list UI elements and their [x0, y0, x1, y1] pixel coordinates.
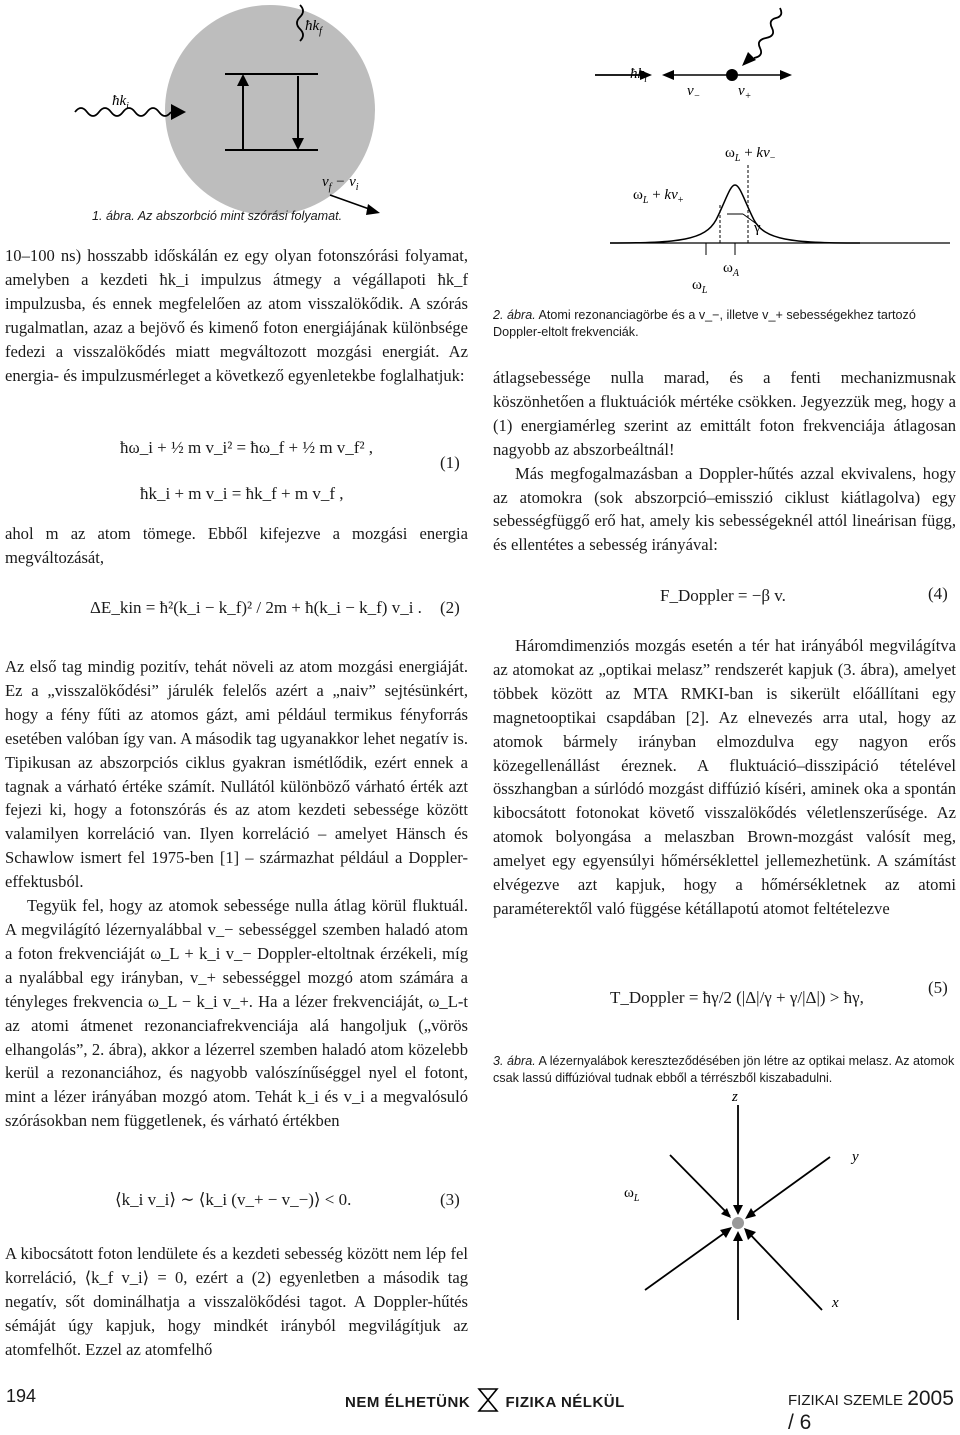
molasses-center [732, 1217, 744, 1229]
fig3-label-y: y [852, 1149, 859, 1165]
beam-y-left-head [720, 1227, 732, 1238]
journal-title [345, 1388, 625, 1412]
equation-2: ΔE_kin = ħ²(k_i − k_f)² / 2m + ħ(k_i − k_f) v_i . [90, 598, 422, 617]
left-paragraph-5 [5, 1242, 468, 1362]
equation-3-number: (3) [440, 1190, 460, 1209]
fig1-label-hkf: $ħk_f$ [305, 18, 322, 37]
fig2-label-wA: $\omega_A$ [723, 260, 739, 279]
equation-5: T_Doppler = ħγ/2 (|Δ|/γ + γ/|Δ|) > ħγ, [610, 988, 864, 1007]
fig2-label-vminus: $v_-$ [687, 83, 701, 102]
equation-4: F_Doppler = −β v. [660, 586, 786, 605]
right-p2-text: Más megfogalmazásban a Doppler-hűtés azzal ekvivalens, hogy az atomokra (sok abszorpció–emisszió ciklust kiátlagolva) egy sebességfüggő erő hat, amely kis sebességeknél attól lineárisan függ, és ellentétes a sebesség irányával: [493, 463, 956, 555]
figure-1-caption-number: 1. ábra. [92, 209, 135, 223]
magazine-title: FIZIKAI SZEMLE [788, 1392, 904, 1409]
left-p4-text: Tegyük fel, hogy az atomok sebessége nulla átlag körül fluktuál. A megvilágító lézernyalábbal v_− sebességgel szemben haladó atom a foton frekvenciáját ω_L + k_i v_− Doppler-eltoltnak érzékeli, míg a nyalábbal egy irányban, v_+ sebességgel mozgó atom számára a tényleges frekvencia ω_L − k_i v_+. Ha a lézer frekvenciáját, ω_L-t az atomi átmenet rezonanciafrekvenciája alá hangoljuk („vörös elhangolás”, 2. ábra), akkor a lézerrel szemben haladó atom közelebb kerül a rezonanciához, és nagyobb valószínűséggel nyel el fotont, mint a lézer irányában mozgó atom. Tehát k_i és v_i a megvalósuló szórásokban nem függetlenek, és várható értékben [5, 896, 468, 1131]
equation-1-line-2: ħk_i + m v_i = ħk_f + m v_f , [140, 484, 344, 503]
equation-2-number: (2) [440, 598, 460, 617]
left-p3-text: Az első tag mindig pozitív, tehát növeli az atom mozgási energiáját. Ez a „visszalökődési” járulék felelős azért a „naiv” sejtésünkért, hogy a fény fűti az atomos gázt, ami például termikus fényforrás esetében valóban így van. A második tag ugyanakkor lehet negatív is. Tipikusan az abszorpciós ciklus gyakran ismétlődik, ezért ennek a tagnak a várható értéke számít. Nullától különböző várható érték azt fejezi ki, hogy a fotonszórás és az atom kezdeti sebessége között valamilyen korreláció van. Ilyen korreláció – amelyet Hänsch és Schawlow ismert fel 1975-ben [1] – származhat például a Doppler-effektusból. [5, 657, 468, 892]
velocity-minus-arrowhead [662, 70, 674, 80]
journal-title-left: NEM ÉLHETÜNK [345, 1394, 471, 1411]
photon-wave [754, 8, 781, 58]
velocity-plus-arrowhead [780, 70, 792, 80]
figure-1-caption [92, 208, 472, 225]
right-paragraph-1 [493, 366, 956, 557]
left-p2-text: ahol m az atom tömege. Ebből kifejezve a mozgási energia megváltozását, [5, 524, 468, 567]
fig2-label-wl-kvminus: $\omega_L + kv_-$ [725, 145, 776, 164]
figure-3-caption-number: 3. ábra. [493, 1054, 536, 1068]
fig1-label-hki: $ħk_i$ [112, 93, 129, 112]
issue-number: 2005 / 6 [788, 1387, 954, 1434]
figure-2-caption-number: 2. ábra. [493, 308, 536, 322]
equation-3: ⟨k_i v_i⟩ ∼ ⟨k_i (v_+ − v_−)⟩ < 0. [115, 1190, 352, 1209]
hourglass-logo [477, 1388, 499, 1412]
figure-2 [480, 0, 960, 300]
fig2-label-hki: $ħk_i$ [630, 66, 647, 85]
beam-x-far [670, 1155, 730, 1216]
equation-1-line-1: ħω_i + ½ m v_i² = ħω_f + ½ m v_f² , [120, 438, 374, 457]
fig2-label-wl-kvplus: $\omega_L + kv_+$ [633, 187, 684, 206]
figure-2-caption [493, 307, 951, 341]
right-p1-text: átlagsebessége nulla marad, és a fenti mechanizmusnak köszönhetően a fluktuációk mértéke csökken. Jegyezzük meg, hogy a (1) energiamérleg szerint az emittált foton frekvenciája átlagosan nagyobb az abszorbeáltnál! [493, 368, 956, 459]
atom [726, 69, 738, 81]
left-paragraph-2 [5, 522, 468, 570]
beam-y-right [747, 1157, 830, 1217]
figure-3-caption-text: A lézernyalábok kereszteződésében jön létre az optikai melasz. Az atomok csak lassú diffúzióval tudnak ebből a térrészből kiszabadulni. [493, 1054, 955, 1085]
beam-z-top-head [733, 1205, 743, 1215]
left-p5-text: A kibocsátott foton lendülete és a kezdeti sebesség között nem lép fel korreláció, ⟨k_f v_i⟩ = 0, ezért a (2) egyenletben a második tag negatív, sőt dominálhatja a visszalökődési tagot. A Doppler-hűtés sémáját úgy kapjuk, hogy mindkét irányból megvilágítjuk az atomfelhőt. Ezzel az atomfelhő [5, 1244, 468, 1359]
incoming-photon-wave [75, 108, 171, 116]
equation-5-number: (5) [928, 978, 948, 997]
fig2-label-gamma: γ [754, 220, 761, 236]
beam-z-bottom-head [733, 1231, 743, 1241]
fig1-label-velocity: $v_f - v_i$ [322, 174, 359, 193]
fig3-label-x: x [832, 1295, 839, 1311]
figure-3 [560, 1085, 890, 1325]
left-paragraph-1 [5, 244, 468, 387]
beam-y-right-head [745, 1208, 756, 1219]
beam-x-near [746, 1230, 822, 1310]
photon-arrowhead [742, 52, 756, 66]
equation-1-number: (1) [440, 453, 460, 472]
right-p3-text: Háromdimenziós mozgás esetén a tér hat irányából megvilágítva az atomokat az „optikai melasz” rendszerét kapjuk (3. ábra), amelyet többek között az MTA RMKI-ban is sikerült előállítani egy magnetooptikai csapdában [2]. Az elnevezés arra utal, hogy az atomok bármely irányban elmozdulva egy nagyon erős közegellenállást éreznek. A fluktuáció–disszipáció tételével összhangban a súrlódó mozgást diffúzió kíséri, aminek oka a spontán kibocsátott fotonokat követő visszalökődés véletlenszerűsége. Az atomok bolyongása a melaszban Brown-mozgást valósít meg, amelyet egy egyensúlyi hőmérséklettel jellemezhetünk. A számítást elvégezve azt kapjuk, hogy a hőmérsékletnek az atomi paraméterektől való függése kétállapotú atomot feltételezve [493, 636, 956, 918]
equation-4-number: (4) [928, 584, 948, 603]
figure-1-caption-text: Az abszorbció mint szórási folyamat. [134, 209, 343, 223]
left-p1-text: 10–100 ns) hosszabb időskálán ez egy olyan fotonszórási folyamat, amelyben a kezdeti ħk_i impulzus átmegy a végállapoti ħk_f impulzusba, és ennek megfelelően az atom visszalökődik. A szórás rugalmatlan, azaz a bejövő és kimenő foton energiájának különbsége fedezi a visszalökődés miatt megváltozott mozgási energiát. Az energia- és impulzusmérleget a következő egyenletekbe foglalhatjuk: [5, 246, 468, 385]
fig2-label-vplus: $v_+$ [738, 83, 752, 102]
left-paragraph-3 [5, 655, 468, 1133]
journal-title-right: FIZIKA NÉLKÜL [505, 1394, 625, 1411]
figure-1 [0, 0, 480, 235]
beam-y-left [645, 1229, 730, 1290]
page-number: 194 [6, 1386, 37, 1406]
fig2-label-wL: $\omega_L$ [692, 277, 708, 296]
fig3-label-wL: $\omega_L$ [624, 1185, 640, 1204]
figure-3-caption [493, 1053, 959, 1087]
figure-2-caption-text: Atomi rezonanciagörbe és a v_−, illetve v_+ sebességekhez tartozó Doppler-eltolt frekvenciák. [493, 308, 916, 339]
fig3-label-z: z [732, 1089, 738, 1105]
right-paragraph-3 [493, 634, 956, 921]
magazine-name [788, 1387, 960, 1435]
